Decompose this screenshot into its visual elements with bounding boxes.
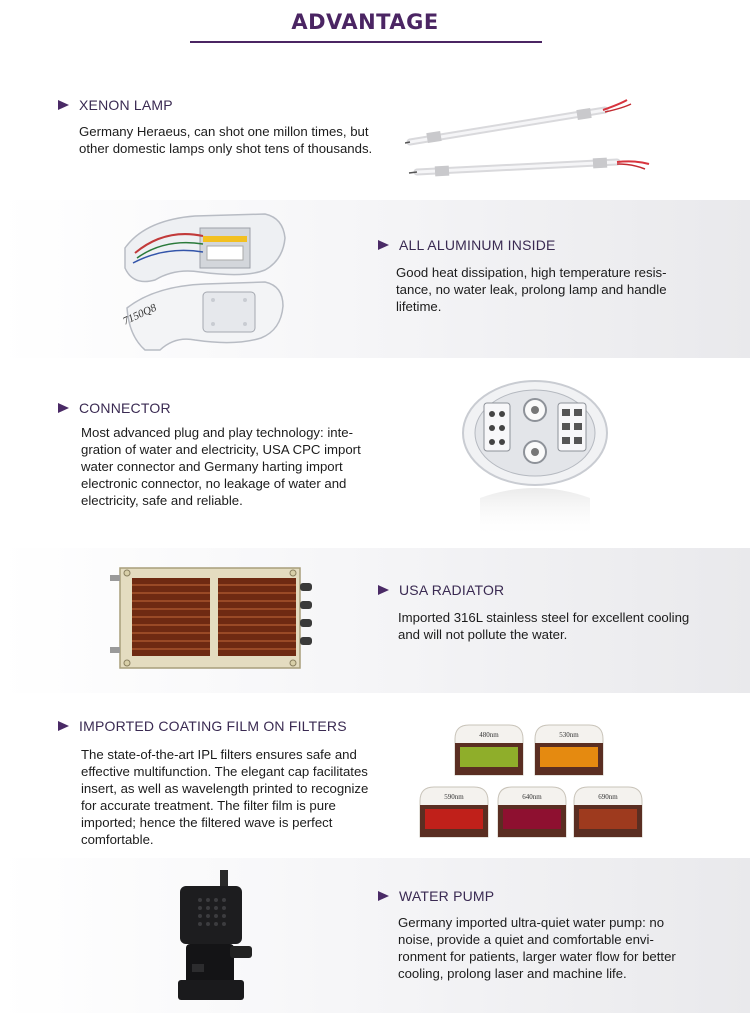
section-radiator: [0, 548, 750, 693]
filter-glass: [503, 809, 561, 829]
section-title: XENON LAMP: [79, 97, 173, 113]
arrow-right-icon: [58, 721, 69, 731]
filter-wavelength-label: 480nm: [479, 731, 499, 739]
water-pump-image: [170, 868, 265, 1008]
page-title: ADVANTAGE: [291, 10, 439, 34]
page-header: [0, 0, 750, 60]
filter-glass: [460, 747, 518, 767]
filter-2: [535, 725, 603, 775]
section-text: The state-of-the-art IPL filters ensures safe and effective multifunction. The elegant cap facilitates insert, as well as wavelength printed to recognize for accurate treatment. The filter film is pure imported; hence the filtered wave is perfect comfortable.: [81, 747, 369, 847]
section-text: Imported 316L stainless steel for excellent cooling and will not pollute the water.: [398, 610, 690, 642]
handle-image: [115, 208, 295, 353]
filter-glass: [540, 747, 598, 767]
arrow-right-icon: [58, 100, 69, 110]
section-heading: [58, 97, 173, 113]
filter-wavelength-label: 690nm: [598, 793, 618, 801]
section-heading: [378, 582, 504, 598]
section-heading: [378, 888, 494, 904]
arrow-right-icon: [378, 891, 389, 901]
filter-4: [498, 787, 566, 837]
filter-glass: [425, 809, 483, 829]
filter-wavelength-label: 530nm: [559, 731, 579, 739]
section-water-pump: [0, 858, 750, 1013]
filter-glass: [579, 809, 637, 829]
arrow-right-icon: [58, 403, 69, 413]
arrow-right-icon: [378, 240, 389, 250]
section-heading: [58, 718, 347, 734]
section-text: Most advanced plug and play technology: inte-gration of water and electricity, USA CPC import water connector and Germany harting import electronic connector, no leakage of water and electricity, safe and reliable.: [81, 425, 361, 508]
section-title: WATER PUMP: [399, 888, 495, 904]
section-text: Good heat dissipation, high temperature resis-tance, no water leak, prolong lamp and handle lifetime.: [396, 265, 667, 314]
section-title: ALL ALUMINUM INSIDE: [399, 237, 556, 253]
section-text: Germany Heraeus, can shot one millon times, but other domestic lamps only shot tens of thousands.: [79, 124, 373, 156]
section-heading: [378, 237, 556, 253]
section-text: Germany imported ultra-quiet water pump: no noise, provide a quiet and comfortable envi-ronment for patients, larger water flow for better cooling, prolong laser and machine life.: [398, 915, 676, 981]
arrow-right-icon: [378, 585, 389, 595]
xenon-lamp-image: [405, 90, 655, 185]
section-filters: [0, 693, 750, 858]
filters-image: [410, 721, 650, 846]
filter-wavelength-label: 640nm: [522, 793, 542, 801]
section-title: CONNECTOR: [79, 400, 171, 416]
section-title: IMPORTED COATING FILM ON FILTERS: [79, 718, 347, 734]
section-title: USA RADIATOR: [399, 582, 505, 598]
filter-1: [455, 725, 523, 775]
connector-image: [460, 378, 610, 543]
section-heading: [58, 400, 171, 416]
section-connector: [0, 358, 750, 548]
radiator-image: [105, 563, 320, 678]
section-xenon-lamp: [0, 60, 750, 200]
section-aluminum: [0, 200, 750, 358]
handle-mark: 7150Q8: [121, 301, 159, 328]
filter-5: [574, 787, 642, 837]
header-underline: [190, 41, 542, 43]
filter-3: [420, 787, 488, 837]
filter-wavelength-label: 590nm: [444, 793, 464, 801]
